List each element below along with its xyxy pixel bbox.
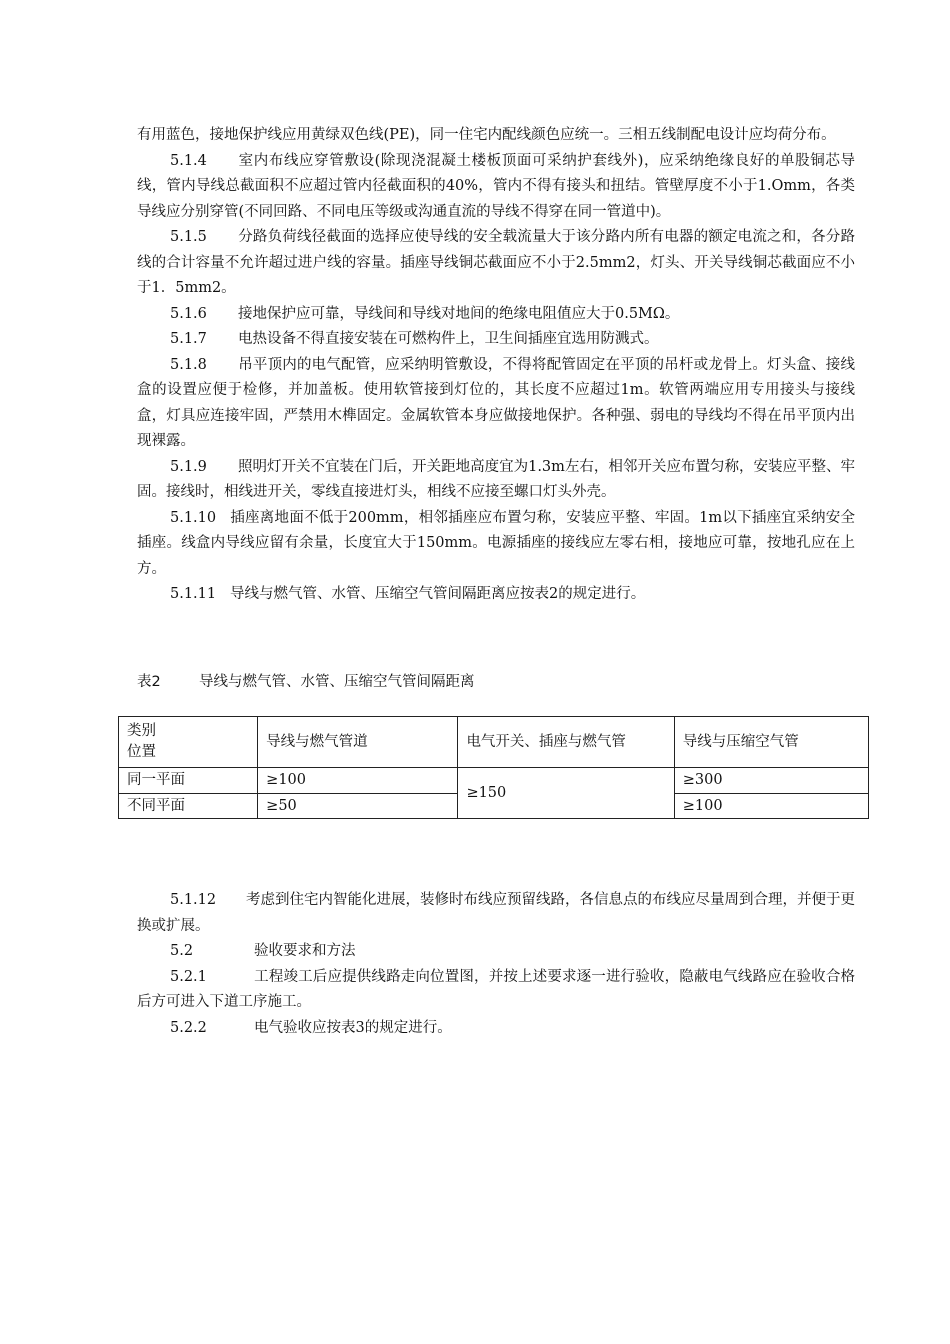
clause-text: 工程竣工后应提供线路走向位置图，并按上述要求逐一进行验收，隐蔽电气线路应在验收合格后方可进入下道工序施工。: [137, 968, 855, 1010]
section-heading-5-2: [137, 939, 855, 965]
clause-number: 5.1.9: [170, 458, 207, 475]
clause-text: 导线与燃气管、水管、压缩空气管间隔距离应按表2的规定进行。: [230, 586, 646, 602]
section-title: 验收要求和方法: [254, 943, 356, 959]
corner-label-position: 位置: [127, 744, 156, 760]
clause-5-2-2: [137, 1016, 855, 1042]
clause-text: 电气验收应按表3的规定进行。: [254, 1019, 452, 1036]
clause-5-2-1: [137, 965, 855, 1016]
corner-header-cell: [119, 717, 258, 768]
clause-text: 室内布线应穿管敷设(除现浇混凝土楼板顶面可采纳护套线外)，应采纳绝缘良好的单股铜芯导线，管内导线总截面积不应超过管内径截面积的40%，管内不得有接头和扭结。管壁厚度不小于1.Omm，各类导线应分别穿管(不同回路、不同电压等级或沟通直流的导线不得穿在同一管道中)。: [137, 152, 855, 220]
clause-number: 5.1.4: [170, 152, 207, 169]
section-5-1-text: [137, 123, 855, 608]
section-5-2-text: [137, 888, 855, 1041]
table-cell: ≥300: [674, 768, 868, 794]
table-row: [119, 768, 869, 794]
clause-number: 5.1.10: [170, 509, 217, 526]
table-cell: ≥100: [258, 768, 458, 794]
section-number: 5.2: [170, 943, 194, 959]
clause-5-1-5: [137, 225, 855, 302]
clause-5-1-9: [137, 455, 855, 506]
paragraph-continuation: 有用蓝色，接地保护线应用黄绿双色线(PE)，同一住宅内配线颜色应统一。三相五线制配电设计应均荷分布。: [137, 127, 836, 143]
table-caption: [137, 671, 475, 693]
table-cell: ≥50: [258, 794, 458, 819]
table-header-row: [119, 717, 869, 768]
clause-number: 5.2.1: [170, 968, 207, 985]
clause-number: 5.1.11: [170, 586, 217, 602]
merged-table-cell: ≥150: [458, 768, 674, 819]
clause-5-1-6: [137, 302, 855, 328]
clause-text: 分路负荷线径截面的选择应使导线的安全载流量大于该分路内所有电器的额定电流之和，各分路线的合计容量不允许超过进户线的容量。插座导线铜芯截面应不小于2.5mm2，灯头、开关导线铜芯截面应不小于1．5mm2。: [137, 229, 855, 296]
header-cell: 电气开关、插座与燃气管: [458, 717, 674, 768]
clause-number: 5.1.7: [170, 331, 207, 347]
table-title: 导线与燃气管、水管、压缩空气管间隔距离: [199, 674, 475, 690]
clause-5-1-12: [137, 888, 855, 939]
clause-5-1-10: [137, 506, 855, 583]
table-cell: ≥100: [674, 794, 868, 819]
clause-5-1-4: [137, 149, 855, 226]
table-number: 表2: [137, 674, 161, 690]
clause-text: 考虑到住宅内智能化进展，装修时布线应预留线路，各信息点的布线应尽量周到合理，并便于更换或扩展。: [137, 892, 855, 934]
row-label-cell: 同一平面: [119, 768, 258, 794]
clause-text: 照明灯开关不宜装在门后，开关距地高度宜为1.3m左右，相邻开关应布置匀称，安装应平整、牢固。接线时，相线进开关，零线直接进灯头，相线不应接至螺口灯头外壳。: [137, 458, 855, 500]
clause-5-1-11: [137, 582, 855, 608]
clause-text: 吊平顶内的电气配管，应采纳明管敷设，不得将配管固定在平顶的吊杆或龙骨上。灯头盒、接线盒的设置应便于检修，并加盖板。使用软管接到灯位的，其长度不应超过1m。软管两端应用专用接头与接线盒，灯具应连接牢固，严禁用木榫固定。金属软管本身应做接地保护。各种强、弱电的导线均不得在吊平顶内出现裸露。: [137, 356, 855, 449]
header-cell: 导线与压缩空气管: [674, 717, 868, 768]
clause-text: 电热设备不得直接安装在可燃构件上，卫生间插座宜选用防溅式。: [238, 331, 659, 347]
clause-text: 接地保护应可靠，导线间和导线对地间的绝缘电阻值应大于0.5MΩ。: [238, 305, 680, 322]
clause-text: 插座离地面不低于200mm，相邻插座应布置匀称，安装应平整、牢固。1m以下插座宜采纳安全插座。线盒内导线应留有余量，长度宜大于150mm。电源插座的接线应左零右相，接地应可靠，按地孔应在上方。: [137, 509, 855, 577]
row-label-cell: 不同平面: [119, 794, 258, 819]
clause-number: 5.2.2: [170, 1019, 207, 1036]
header-cell: 导线与燃气管道: [258, 717, 458, 768]
clause-number: 5.1.6: [170, 305, 207, 322]
clause-number: 5.1.8: [170, 356, 207, 373]
clearance-table: [118, 716, 869, 819]
clause-number: 5.1.12: [170, 892, 217, 908]
clause-5-1-7: [137, 327, 855, 353]
clause-5-1-8: [137, 353, 855, 455]
clause-number: 5.1.5: [170, 229, 207, 245]
corner-label-category: 类别: [127, 723, 156, 739]
